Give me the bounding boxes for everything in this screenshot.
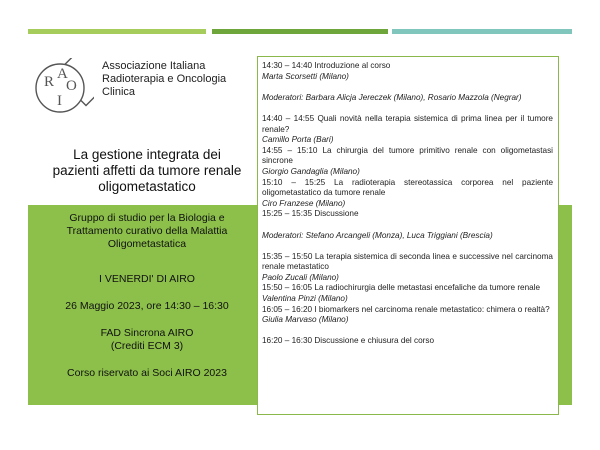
study-group-line-1: Gruppo di studio per la Biologia e: [69, 212, 225, 224]
logo-letter-r: R: [44, 74, 55, 90]
talk-5-speaker: Paolo Zucali (Milano): [262, 272, 339, 282]
talk-3-title: 15:10 – 15:25 La radioterapia stereotassica corporea nel paziente oligometastatico da tumore renale: [262, 177, 553, 198]
organization-name: [102, 60, 252, 99]
org-line-1: Associazione Italiana: [102, 60, 206, 72]
top-bar-teal: [392, 29, 572, 34]
event-date: 26 Maggio 2023, ore 14:30 – 16:30: [65, 300, 229, 312]
top-bar-light-green: [28, 29, 206, 34]
course-title-line-3: oligometastatico: [98, 179, 196, 194]
talk-5-title: 15:35 – 15:50 La terapia sistemica di seconda linea e successive nel carcinoma renale metastatico: [262, 251, 553, 272]
talk-3-speaker: Ciro Franzese (Milano): [262, 198, 346, 208]
logo-letter-o: O: [66, 78, 77, 94]
study-group-line-3: Oligometastatica: [107, 238, 187, 250]
logo-letter-i: I: [57, 93, 62, 109]
fad-label: FAD Sincrona AIRO: [100, 327, 194, 339]
closing-discussion: 16:20 – 16:30 Discussione e chiusura del corso: [262, 336, 435, 346]
org-line-2: Radioterapia e Oncologia: [102, 73, 227, 85]
talk-1-speaker: Camillo Porta (Bari): [262, 135, 334, 145]
course-title-line-1: La gestione integrata dei: [73, 147, 221, 162]
talk-6-title: 15:50 – 16:05 La radiochirurgia delle metastasi encefaliche da tumore renale: [262, 283, 541, 293]
talk-2-title: 14:55 – 15:10 La chirurgia del tumore primitivo renale con oligometastasi sincrone: [262, 145, 553, 166]
talk-1-title: 14:40 – 14:55 Quali novità nella terapia sistemica di prima linea per il tumore renale?: [262, 113, 553, 134]
ecm-credits: (Crediti ECM 3): [110, 340, 184, 352]
talk-7-speaker: Giulia Marvaso (Milano): [262, 315, 349, 325]
airo-logo: [30, 58, 94, 118]
study-group-line-2: Trattamento curativo della Malattia: [66, 225, 228, 237]
study-group: [40, 212, 254, 251]
moderators-session-1: Moderatori: Barbara Alicja Jereczek (Milano), Rosario Mazzola (Negrar): [262, 92, 522, 102]
course-title: [40, 147, 254, 195]
top-bar-green: [212, 29, 388, 34]
talk-7-title: 16:05 – 16:20 I biomarkers nel carcinoma renale metastatico: chimera o realtà?: [262, 304, 550, 314]
reserved-note: Corso riservato ai Soci AIRO 2023: [67, 367, 227, 379]
course-info: [40, 212, 254, 380]
talk-2-speaker: Giorgio Gandaglia (Milano): [262, 166, 360, 176]
org-line-3: Clinica: [102, 86, 136, 98]
course-title-line-2: pazienti affetti da tumore renale: [52, 163, 242, 178]
event-series: I VENERDI' DI AIRO: [99, 273, 195, 285]
discussion-1: 15:25 – 15:35 Discussione: [262, 209, 359, 219]
moderators-session-2: Moderatori: Stefano Arcangeli (Monza), Luca Triggiani (Brescia): [262, 230, 493, 240]
talk-6-speaker: Valentina Pinzi (Milano): [262, 294, 348, 304]
program-schedule: [257, 56, 559, 415]
logo-letter-a: A: [57, 66, 68, 82]
intro-speaker: Marta Scorsetti (Milano): [262, 71, 349, 81]
intro-title: 14:30 – 14:40 Introduzione al corso: [262, 61, 391, 70]
